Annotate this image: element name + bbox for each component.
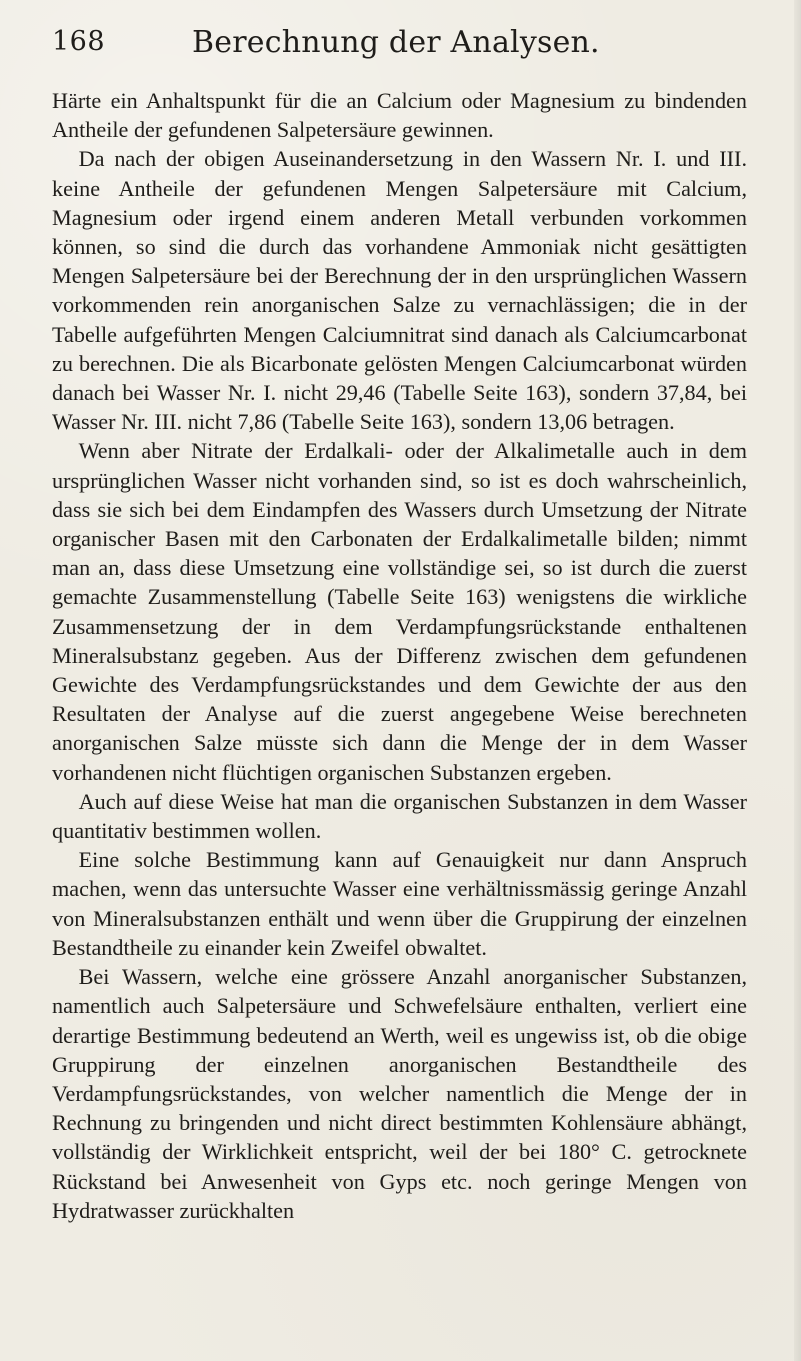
paragraph-3: Wenn aber Nitrate der Erdalkali- oder der Alkalimetalle auch in dem ursprünglichen Wasser nicht vorhanden sind, so ist es doch wahrscheinlich, dass sie sich bei dem Eindampfen des Wassers durch Umsetzung der Nitrate organischer Basen mit den Carbonaten der Erdalkalimetalle bilden; nimmt man an, dass diese Umsetzung eine vollständige sei, so ist durch die zuerst gemachte Zusammenstellung (Tabelle Seite 163) wenigstens die wirkliche Zusammensetzung der in dem Verdampfungsrückstande enthaltenen Mineralsubstanz gegeben. Aus der Differenz zwischen dem gefundenen Gewichte des Verdampfungsrückstandes und dem Gewichte der aus den Resultaten der Analyse auf die zuerst angegebene Weise berechneten anorganischen Salze müsste sich dann die Menge der in dem Wasser vorhandenen nicht flüchtigen organischen Substanzen ergeben. <box>52 438 747 785</box>
paragraph-4: Auch auf diese Weise hat man die organischen Substanzen in dem Wasser quantitativ bestimmen wollen. <box>52 788 747 844</box>
paragraph-6: Bei Wassern, welche eine grössere Anzahl anorganischer Substanzen, namentlich auch Salpetersäure und Schwefelsäure enthalten, verliert eine derartige Bestimmung bedeutend an Werth, weil es ungewiss ist, ob die obige Gruppirung der einzelnen anorganischen Bestandtheile des Verdampfungsrückstandes, von welcher namentlich die Menge der in Rechnung zu bringenden und nicht direct bestimmten Kohlensäure abhängt, vollständig der Wirklichkeit entspricht, weil der bei 180° C. getrocknete Rückstand bei Anwesenheit von Gyps etc. noch geringe Mengen von Hydratwasser zurückhalten <box>52 964 747 1223</box>
page-number: 168 <box>52 26 106 57</box>
paragraph-1: Härte ein Anhaltspunkt für die an Calcium oder Magnesium zu bindenden Antheile der gefundenen Salpetersäure gewinnen. <box>52 88 747 143</box>
paragraph-5: Eine solche Bestimmung kann auf Genauigkeit nur dann Anspruch machen, wenn das untersuchte Wasser eine verhältnissmässig geringe Anzahl von Mineralsubstanzen enthält und wenn über die Gruppirung der einzelnen Bestandtheile zu einander kein Zweifel obwaltet. <box>52 847 747 960</box>
paragraph-2: Da nach der obigen Auseinandersetzung in den Wassern Nr. I. und III. keine Antheile der gefundenen Mengen Salpetersäure mit Calcium, Magnesium oder irgend einem anderen Metall verbunden vorkommen können, so sind die durch das vorhandene Ammoniak nicht gesättigten Mengen Salpetersäure bei der Berechnung der in den ursprünglichen Wassern vorkommenden rein anorganischen Salze zu vernachlässigen; die in der Tabelle aufgeführten Mengen Calciumnitrat sind danach als Calciumcarbonat zu berechnen. Die als Bicarbonate gelösten Mengen Calciumcarbonat würden danach bei Wasser Nr. I. nicht 29,46 (Tabelle Seite 163), sondern 37,84, bei Wasser Nr. III. nicht 7,86 (Tabelle Seite 163), sondern 13,06 betragen. <box>52 146 747 435</box>
page-edge-shadow <box>794 0 801 1361</box>
running-title: Berechnung der Analysen. <box>192 25 600 60</box>
page-body <box>52 86 747 1225</box>
page-header <box>52 25 747 78</box>
